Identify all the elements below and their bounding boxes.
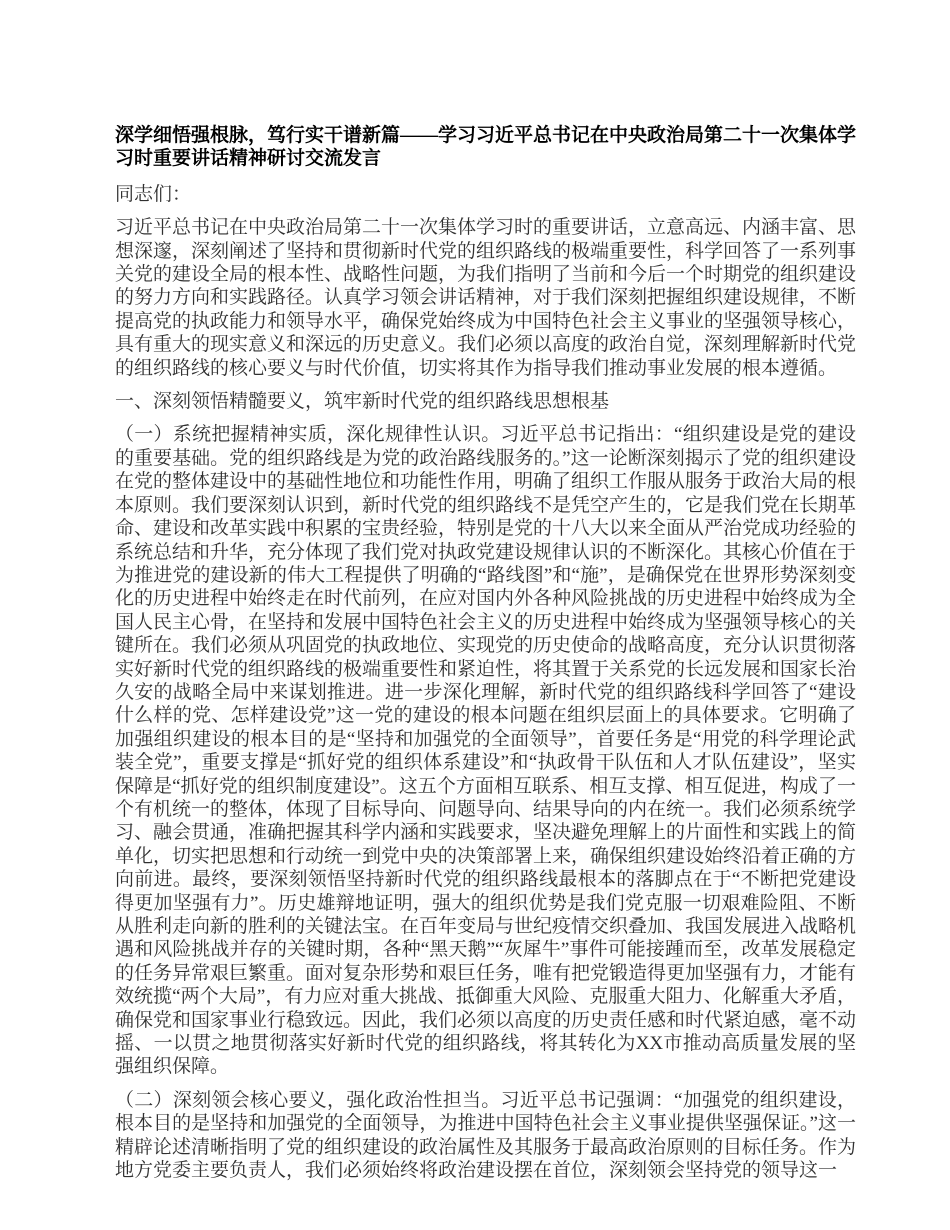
intro-paragraph: 习近平总书记在中央政治局第二十一次集体学习时的重要讲话，立意高远、内涵丰富、思想深邃，深刻阐述了坚持和贯彻新时代党的组织路线的极端重要性，科学回答了一系列事关党的建设全局的根本性、战略性问题，为我们指明了当前和今后一个时期党的组织建设的努力方向和实践路径。认真学习领会讲话精神，对于我们深刻把握组织建设规律，不断提高党的执政能力和领导水平，确保党始终成为中国特色社会主义事业的坚强领导核心，具有重大的现实意义和深远的历史意义。我们必须以高度的政治自觉，深刻理解新时代党的组织路线的核心要义与时代价值，切实将其作为指导我们推动事业发展的根本遵循。 (115, 217, 857, 379)
salutation: 同志们： (115, 183, 192, 205)
section-1-paragraph-1: （一）系统把握精神实质，深化规律性认识。习近平总书记指出：“组织建设是党的建设的重要基础。党的组织路线是为党的政治路线服务的。”这一论断深刻揭示了党的组织建设在党的整体建设中的基础性地位和功能性作用，明确了组织工作服从服务于政治大局的根本原则。我们要深刻认识到，新时代党的组织路线不是凭空产生的，它是我们党在长期革命、建设和改革实践中积累的宝贵经验，特别是党的十八大以来全面从严治党成功经验的系统总结和升华，充分体现了我们党对执政党建设规律认识的不断深化。其核心价值在于为推进党的建设新的伟大工程提供了明确的“路线图”和“施”，是确保党在世界形势深刻变化的历史进程中始终走在时代前列，在应对国内外各种风险挑战的历史进程中始终成为全国人民主心骨，在坚持和发展中国特色社会主义的历史进程中始终成为坚强领导核心的关键所在。我们必须从巩固党的执政地位、实现党的历史使命的战略高度，充分认识贯彻落实好新时代党的组织路线的极端重要性和紧迫性，将其置于关系党的长远发展和国家长治久安的战略全局中来谋划推进。进一步深化理解，新时代党的组织路线科学回答了“建设什么样的党、怎样建设党”这一党的建设的根本问题在组织层面上的具体要求。它明确了加强组织建设的根本目的是“坚持和加强党的全面领导”，首要任务是“用党的科学理论武装全党”，重要支撑是“抓好党的组织体系建设”和“执政骨干队伍和人才队伍建设”，坚实保障是“抓好党的组织制度建设”。这五个方面相互联系、相互支撑、相互促进，构成了一个有机统一的整体，体现了目标导向、问题导向、结果导向的内在统一。我们必须系统学习、融会贯通，准确把握其科学内涵和实践要求，坚决避免理解上的片面性和实践上的简单化，切实把思想和行动统一到党中央的决策部署上来，确保组织建设始终沿着正确的方向前进。最终，要深刻领悟坚持新时代党的组织路线最根本的落脚点在于“不断把党建设得更加坚强有力”。历史雄辩地证明，强大的组织优势是我们党克服一切艰难险阻、不断从胜利走向新的胜利的关键法宝。在百年变局与世纪疫情交织叠加、我国发展进入战略机遇和风险挑战并存的关键时期，各种“黑天鹅”“灰犀牛”事件可能接踵而至，改革发展稳定的任务异常艰巨繁重。面对复杂形势和艰巨任务，唯有把党锻造得更加坚强有力，才能有效统揽“两个大局”，有力应对重大挑战、抵御重大风险、克服重大阻力、化解重大矛盾，确保党和国家事业行稳致远。因此，我们必须以高度的历史责任感和时代紧迫感，毫不动摇、一以贯之地贯彻落实好新时代党的组织路线，将其转化为XX市推动高质量发展的坚强组织保障。 (115, 424, 857, 1078)
document-page (115, 124, 856, 1182)
section-1-heading: 一、深刻领悟精髓要义，筑牢新时代党的组织路线思想根基 (115, 391, 610, 413)
document-title: 深学细悟强根脉，笃行实干谱新篇——学习习近平总书记在中央政治局第二十一次集体学习时重要讲话精神研讨交流发言 (115, 125, 857, 170)
section-1-paragraph-2: （二）深刻领会核心要义，强化政治性担当。习近平总书记强调：“加强党的组织建设，根本目的是坚持和加强党的全面领导，为推进中国特色社会主义事业提供坚强保证。”这一精辟论述清晰指明了党的组织建设的政治属性及其服务于最高政治原则的目标任务。作为地方党委主要负责人，我们必须始终将政治建设摆在首位，深刻领会坚持党的领导这一 (115, 1089, 857, 1182)
